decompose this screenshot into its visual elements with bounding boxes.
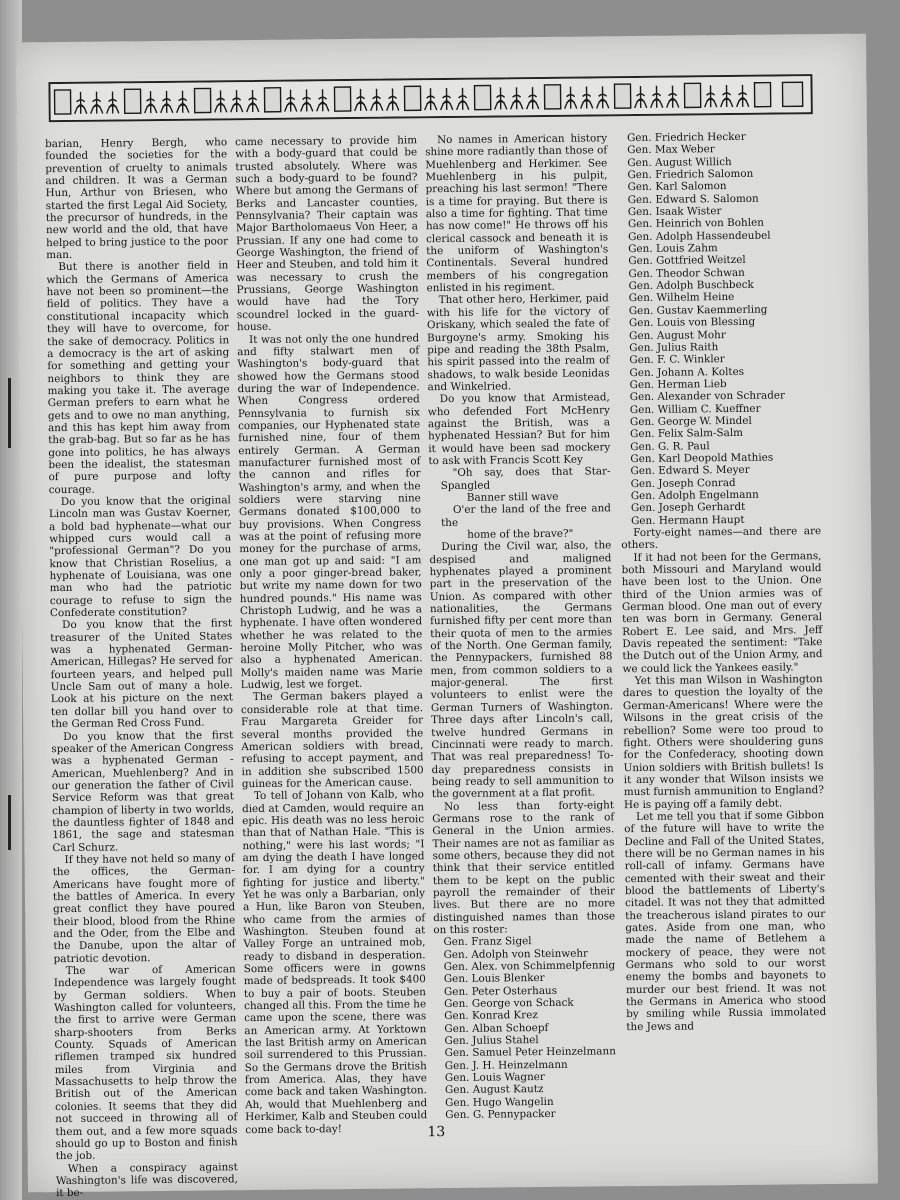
generals-roster-1 — [433, 935, 617, 1122]
paragraph: It was not only the one hundred and fifty stalwart men of Washington's body-guard that showed how the Germans stood during the war of Independence. When Congress ordered Pennsylvania to furnish six companies, our Hyphenated state furnished nine, four of them entirely German. A German manufacturer furnished most of the cannon and rifles for Washington's army, and when the soldiers were starving nine Germans donated $100,000 to buy provisions. When Congress was at the point of refusing more money for the purchase of arms, one man got up and said: "I am only a poor ginger-bread baker, but write my name down for two hundred pounds." His name was Christoph Ludwig, and he was a hyphenate. I have often wondered whether he was related to the heroine Molly Pitcher, who was also a hyphenated American. Molly's maiden name was Marie Ludwig, lest we forget. — [237, 331, 423, 692]
paragraph: If they have not held so many of the offices, the German-Americans have fought more of the battles of America. In every great conflict they have poured their blood, blood from the Rhine and the Oder, from the Elbe and the Danube, upon the altar of patriotic devotion. — [52, 852, 236, 965]
general-name: Gen. Julius Stahel — [444, 1034, 539, 1048]
paragraph: If it had not been for the Germans, both Missouri and Maryland would have been lost to the Union. One third of the Union armies was of German blood. One man out of every ten was born in Germany. General Robert E. Lee said, and Mrs. Jeff Davis repeated the sentiment: "Take the Dutch out of the Union Army, and we could lick the Yankees easily." — [621, 549, 823, 675]
general-name: Gen. Friedrich Hecker — [626, 130, 746, 145]
magazine-page — [16, 34, 878, 1200]
paragraph: Do you know that the first treasurer of the United States was a hyphenated German-American, Hillegas? He served for fourteen years, and helped pull Uncle Sam out of many a hole. Look at his picture on the next ten dollar bill you hand over to the German Red Cross Fund. — [50, 617, 234, 731]
paragraph: Do you know that the first speaker of the American Congress was a hyphenated German - American, Muehlenberg? And in our generation the father of Civil Service Reform was that great champion of liberty in two worlds, the dauntless fighter of 1848 and 1861, the sage and statesman Carl Schurz. — [51, 728, 235, 854]
general-name: Gen. G. R. Paul — [630, 439, 710, 453]
general-name: Gen. August Kautz — [444, 1083, 544, 1097]
article-column-3 — [425, 132, 618, 1164]
general-name: Gen. Gustav Kaemmerling — [628, 303, 768, 317]
general-name: Gen. Konrad Krez — [444, 1009, 538, 1023]
poem-line: Banner still wave — [466, 490, 559, 504]
article-column-1 — [45, 136, 238, 1200]
general-name: Gen. Heinrich von Bohlen — [627, 217, 764, 231]
general-name: Gen. Felix Salm-Salm — [630, 427, 744, 441]
paragraph: Do you know that the original Lincoln man was Gustav Koerner, a bold bad hyphenate—what our whipped curs would call a "professional German"? Do you know that Christian Roselius, a hyphenate of Louisiana, was one man who had the patriotic courage to refuse to sign the Confederate constitution? — [48, 494, 232, 620]
general-name: Gen. Joseph Conrad — [630, 476, 736, 490]
general-name: Gen. F. C. Winkler — [629, 353, 725, 367]
general-name: Gen. Herman Lieb — [629, 377, 727, 391]
general-name: Gen. Adolph Engelmann — [630, 488, 759, 503]
article-column-2 — [235, 134, 428, 1166]
paragraph: No less than forty-eight Germans rose to the rank of General in the Union armies. Their names are not as familiar as some others, because they did not think that their service entitled them to be kept on the public payroll the remainder of their lives. But there are no more distinguished names than those on this roster: — [432, 798, 616, 937]
paragraph: During the Civil war, also, the despised and maligned hyphenates played a prominent part in the preservation of the Union. As compared with other nationalities, the Germans furnished fifty per cent more than their quota of men to the armies of the North. One German family, the Pennypackers, furnished 88 men, from common soldiers to a major-general. The first volunteers to enlist were the German Turners of Washington. Three days after Lincoln's call, twelve hundred Germans in Cincinnati were ready to march. That was real preparedness! To-day preparedness consists in being ready to sell ammunition to the government at a flat profit. — [429, 539, 614, 801]
paragraph: That other hero, Herkimer, paid with his life for the victory of Oriskany, which sealed the fate of Burgoyne's army. Smoking his pipe and reading the 38th Psalm, his spirit passed into the realm of shadows, to walk beside Leonidas and Winkelried. — [426, 292, 610, 394]
general-name: Gen. Friedrich Salomon — [627, 167, 754, 182]
paragraph: Yet this man Wilson in Washington dares to question the loyalty of the German-Americans! Where were the Wilsons in the great crisis of the rebellion? Some were too proud to fight. Others were shouldering guns for the Confederacy, shooting down Union soldiers with British bullets! Is it any wonder that Wilson insists we must furnish ammunition to England? He is paying off a family debt. — [622, 673, 824, 811]
paragraph: Do you know that Armistead, who defended Fort McHenry against the British, was a hyphenated Hessian? But for him it would have been sad mockery to ask with Francis Scott Key — [427, 391, 611, 468]
general-name: Gen. August Willich — [627, 155, 732, 169]
general-name: Gen. Alban Schoepf — [444, 1021, 549, 1035]
page-number: 13 — [427, 1124, 446, 1141]
poem-line: "Oh say, does that Star-Spangled — [440, 465, 611, 492]
general-name: Gen. Adolph von Steinwehr — [443, 947, 589, 961]
paragraph: When a conspiracy against Washington's life was discovered, it be- — [55, 1160, 238, 1200]
paragraph: No names in American history shine more radiantly than those of Muehlenberg and Herkimer. See Muehlenberg in his pulpit, preaching his last sermon! "There is a time for praying. But there is also a time for fighting. That time has now come!" He throws off his clerical cassock and beneath it is the uniform of Washington's Continentals. Several hundred members of his congregation enlisted in his regiment. — [425, 132, 609, 295]
general-name: Gen. Louis Blenker — [443, 972, 545, 986]
general-name: Gen. G. Pennypacker — [445, 1108, 556, 1122]
general-name: Gen. Johann A. Koltes — [629, 365, 745, 379]
paragraph: The German bakers played a considerable role at that time. Frau Margareta Greider for several months provided the American soldiers with bread, refusing to accept payment, and in addition she subscribed 1500 guineas for the American cause. — [240, 689, 424, 791]
general-name: Gen. Hermann Haupt — [630, 513, 745, 527]
general-name: Gen. Edward S. Salomon — [627, 192, 759, 206]
general-name: Gen. Louis Wagner — [444, 1071, 545, 1085]
general-name: Gen. Adolph Buschbeck — [628, 278, 754, 293]
article-column-4 — [617, 130, 828, 1162]
general-name: Gen. Alexander von Schrader — [629, 389, 786, 404]
paragraph: came necessary to provide him with a body-guard that could be trusted absolutely. Where was such a body-guard to be found? Where but among the Germans of Berks and Lancaster counties, Pennsylvania? Their captain was Major Bartholomaeus Von Heer, a Prussian. If any one had come to George Washington, the friend of Heer and Steuben, and told him it was necessary to crush the Prussians, George Washington would have had the Tory scoundrel locked in the guard-house. — [234, 134, 419, 334]
general-name: Gen. Louis Zahm — [628, 242, 718, 256]
general-name: Gen. Gottfried Weitzel — [628, 254, 746, 268]
general-name: Gen. Wilhelm Heine — [628, 291, 735, 305]
paragraph: But there is another field in which the Germans of America have not been so prominent—the field of politics. They have a constitutional incapacity which they will have to overcome, for the sake of democracy. Politics in a democracy is the art of asking for something and getting your neighbors to think they are making you take it. The average German prefers to earn what he gets and to owe no man anything, and this has kept him away from the grab-bag. But so far as he has gone into politics, he has always been the idealist, the statesman of pure purpose and lofty courage. — [46, 259, 231, 496]
binding-mark — [8, 795, 11, 850]
general-name: Gen. Karl Deopold Mathies — [630, 451, 774, 466]
leaf-ornament-icon — [50, 76, 810, 120]
poem-line: home of the brave?" — [467, 527, 574, 541]
paragraph: The war of American Independence was largely fought by German soldiers. When Washington called for volunteers, the first to arrive were German sharp-shooters from Berks County. Squads of American riflemen tramped six hundred miles from Virginia and Massachusetts to help throw the British out of the American colonies. It seems that they did not succeed in throwing all of them out, and a few more squads should go up to Boston and finish the job. — [53, 963, 238, 1163]
general-name: Gen. William C. Kueffner — [629, 402, 761, 416]
paragraph: barian, Henry Bergh, who founded the societies for the prevention of cruelty to animals and children. It was a German Hun, Arthur von Briesen, who started the first Legal Aid Society, the precursor of hundreds, in the new world and the old, that have helped to bring justice to the poor man. — [45, 136, 229, 262]
general-name: Gen. George von Schack — [444, 996, 574, 1011]
binding-mark — [8, 378, 11, 448]
general-name: Gen. Hugo Wangelin — [445, 1095, 554, 1109]
paragraph: To tell of Johann von Kalb, who died at Camden, would require an epic. His death was no less heroic than that of Nathan Hale. "This is nothing," were his last words; "I am dying the death I have longed for. I am dying for a country fighting for justice and liberty." Yet he was only a Barbarian, only a Hun, like Baron von Steuben, who came from the armies of Washington. Steuben found at Valley Forge an untrained mob, ready to disband in desperation. Some officers were in gowns made of bedspreads. It took $400 to buy a pair of boots. Steuben changed all this. From the time he came upon the scene, there was an American army. At Yorktown the last British army on American soil surrendered to this Prussian. So the Germans drove the British from America. Alas, they have come back and taken Washington. Ah, would that Muehlenberg and Herkimer, Kalb and Steuben could come back to-day! — [241, 788, 428, 1136]
general-name: Gen. George W. Mindel — [629, 414, 752, 428]
general-name: Gen. Max Weber — [627, 143, 715, 157]
general-name: Gen. Karl Salomon — [627, 180, 727, 194]
general-name: Gen. Joseph Gerhardt — [630, 501, 746, 515]
general-name: Gen. Adolph Hassendeubel — [628, 229, 771, 243]
paragraph: Let me tell you that if some Gibbon of the future will have to write the Decline and Fall of the United States, there will be no German names in his roll-call of infamy. Germans have cemented with their sweat and their blood the battlements of Liberty's citadel. It was not they that admitted the treacherous island pirates to our gates. Aside from one man, who made the name of Betlehem a mockery of peace, they were not Germans who sold to our worst enemy the bombs and bayonets to murder our best friend. It was not the Germans in America who stood by smiling while Russia immolated the Jews and — [624, 808, 827, 1033]
general-name: Gen. J. H. Heinzelmann — [444, 1058, 568, 1072]
general-name: Gen. Samuel Peter Heinzelmann — [444, 1045, 616, 1060]
general-name: Gen. Peter Osterhaus — [443, 984, 558, 998]
paragraph: Forty-eight names—and there are others. — [621, 525, 822, 552]
general-name: Gen. Julius Raith — [629, 340, 719, 354]
general-name: Gen. Theodor Schwan — [628, 266, 745, 280]
general-name: Gen. Louis von Blessing — [628, 315, 756, 330]
general-name: Gen. August Mohr — [629, 328, 726, 342]
poem-line: O'er the land of the free and the — [440, 502, 611, 529]
generals-roster-2 — [617, 130, 821, 527]
general-name: Gen. Isaak Wister — [627, 205, 722, 219]
general-name: Gen. Franz Sigel — [443, 935, 532, 949]
ornamental-header-banner — [48, 74, 812, 122]
general-name: Gen. Alex. von Schimmelpfennig — [443, 959, 616, 974]
general-name: Gen. Edward S. Meyer — [630, 464, 750, 478]
